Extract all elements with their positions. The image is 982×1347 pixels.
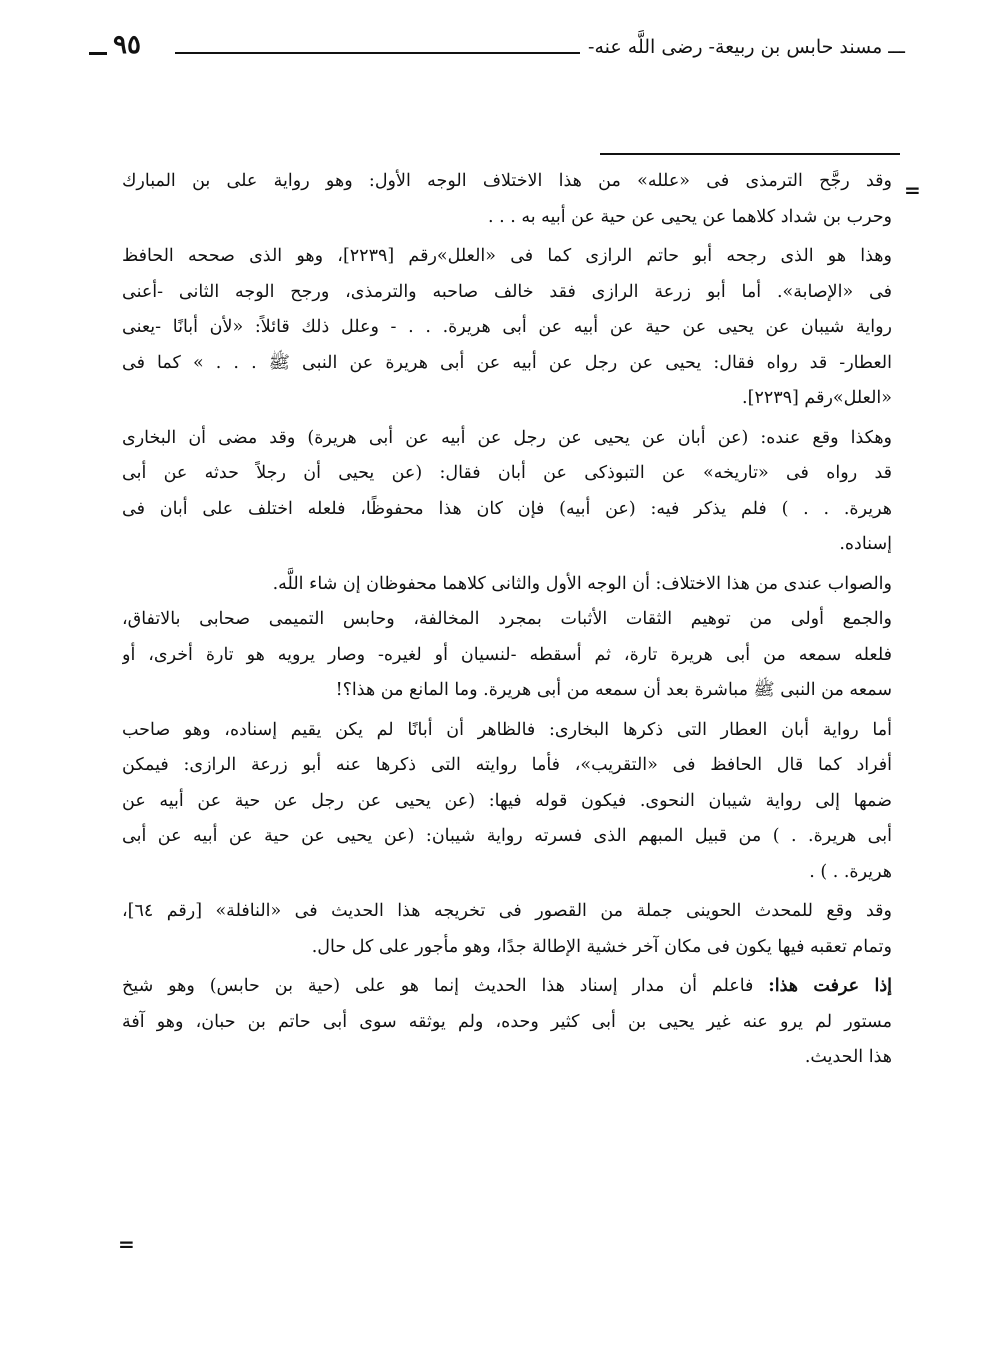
text-line: فى «الإصابة». أما أبو زرعة الرازى فقد خالف صاحبه والترمذى، ورجح الوجه الثانى -أعنى xyxy=(122,281,892,302)
paragraph-2 xyxy=(122,239,892,417)
text-line: هريرة. . . ) فلم يذكر فيه: (عن أبيه) فإن كان هذا محفوظًا، فلعله اختلف على أبان فى xyxy=(122,498,892,519)
running-title: ـــ مسند حابس بن ربيعة- رضى اللَّه عنه- xyxy=(588,36,905,58)
text-line: أبى هريرة. . ) من قبيل المبهم الذى فسرته رواية شيبان: (عن يحيى عن حية عن أبيه عن أبى xyxy=(122,826,892,846)
text-line: العطار- قد رواه فقال: يحيى عن رجل عن أبيه عن أبى هريرة عن النبى ﷺ . . . » كما فى xyxy=(122,352,892,373)
text-line: أفراد كما قال الحافظ فى «التقريب»، فأما روايته التى ذكرها عنه أبو زرعة الرازى: فيمكن xyxy=(122,755,892,775)
continuation-mark-end: = xyxy=(118,1232,135,1256)
text-line: هريرة. . ) . xyxy=(809,861,892,882)
text-line: والصواب عندى من هذا الاختلاف: أن الوجه الأول والثانى كلاهما محفوظان إن شاء اللَّه. xyxy=(272,573,892,594)
text-line: قد رواه فى «تاريخه» عن التبوذكى عن أبان فقال: (عن يحيى أن رجلاً حدثه عن أبى xyxy=(122,463,892,483)
paragraph-4 xyxy=(122,567,892,709)
text-line: وهذا هو الذى رجحه أبو حاتم الرازى كما فى «العلل»رقم [٢٢٣٩]، وهو الذى صححه الحافظ xyxy=(122,246,892,266)
text-line: والجمع أولى من توهيم الثقات الأثبات بمجرد المخالفة، وحابس التميمى صحابى بالاتفاق، xyxy=(122,609,892,629)
text-line: وقد وقع للمحدث الحوينى جملة من القصور فى تخريجه هذا الحديث فى «النافلة» [رقم ٦٤]، xyxy=(122,901,892,921)
text-line: وحرب بن شداد كلاهما عن يحيى عن حية عن أبيه به . . . xyxy=(487,206,892,227)
text-line: ضمها إلى رواية شيبان النحوى. فيكون قوله فيها: (عن يحيى عن رجل عن حية عن أبيه عن xyxy=(122,790,892,811)
lead-phrase: إذا عرفت هذا: xyxy=(768,976,892,996)
footnote-separator xyxy=(600,153,900,155)
text-line: وتمام تعقبه فيها يكون فى مكان آخر خشية الإطالة جدًا، وهو مأجور على كل حال. xyxy=(311,936,892,957)
text-line: وهكذا وقع عنده: (عن أبان عن يحيى عن رجل عن أبيه عن أبى هريرة) وقد مضى أن البخارى xyxy=(122,427,892,448)
text-line: «العلل»رقم [٢٢٣٩]. xyxy=(742,388,892,408)
text-line: مستور لم يرو عنه غير يحيى بن أبى كثير وحده، ولم يوثقه سوى أبى حاتم بن حبان، وهو آفة xyxy=(122,1011,892,1032)
text-line: إسناده. xyxy=(839,534,892,554)
header-rule xyxy=(175,52,580,54)
continuation-mark-start: = xyxy=(904,178,921,202)
text-line xyxy=(122,969,892,1005)
page-header xyxy=(75,30,905,70)
text-line: سمعه من النبى ﷺ مباشرة بعد أن سمعه من أبى هريرة. وما المانع من هذا؟! xyxy=(335,680,892,700)
text-line: فلعله سمعه من أبى هريرة تارة، ثم أسقطه -لنسيان أو لغيره- وصار يرويه هو تارة أخرى، أو xyxy=(122,644,892,665)
paragraph-5 xyxy=(122,713,892,891)
text-run: فاعلم أن مدار إسناد هذا الحديث إنما هو على (حية بن حابس) وهو شيخ xyxy=(122,976,769,996)
paragraph-1 xyxy=(122,164,892,235)
text-line: هذا الحديث. xyxy=(804,1047,892,1067)
text-line: رواية شيبان عن يحيى عن حية عن أبيه عن أبى هريرة. . . - وعلل ذلك قائلاً: «لأن أبانًا -يعنى xyxy=(122,317,892,337)
paragraph-7 xyxy=(122,969,892,1076)
paragraph-3 xyxy=(122,421,892,563)
paragraph-6 xyxy=(122,894,892,965)
text-line: وقد رجَّح الترمذى فى «علله» من هذا الاختلاف الوجه الأول: وهو رواية على بن المبارك xyxy=(122,171,892,191)
text-line: أما رواية أبان العطار التى ذكرها البخارى: فالظاهر أن أبانًا لم يكن يقيم إسناده، وهو صاحب xyxy=(122,719,892,740)
page-number: ٩٥ xyxy=(113,30,141,60)
page-number-dash xyxy=(89,52,107,55)
footnote-body xyxy=(122,164,892,1080)
